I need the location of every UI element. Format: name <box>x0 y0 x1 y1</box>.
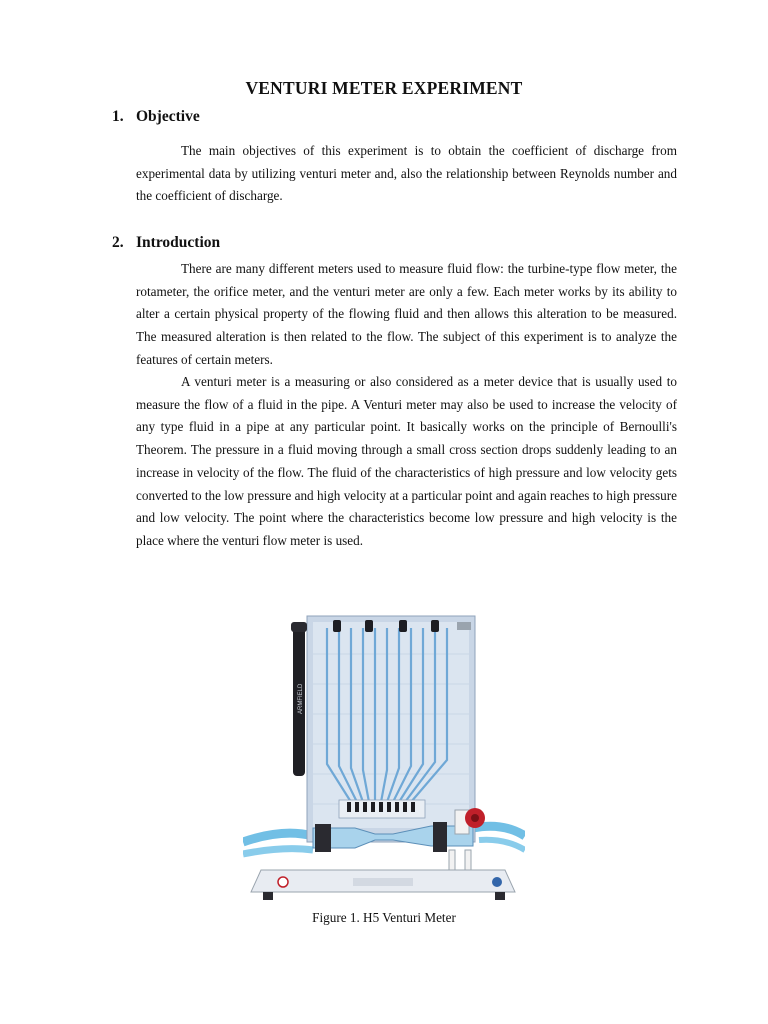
introduction-paragraph-2: A venturi meter is a measuring or also considered as a meter device that is usually used to measure the flow of a fluid in the pipe. A Venturi meter may also be used to increase the velocity of any type fluid in a pipe at any particular point. It basically works on the principle of Bernoulli's Theorem. The pressure in a fluid moving through a small cross section drops suddenly leading to an increase in velocity of the flow. The fluid of the characteristics of high pressure and low velocity gets converted to the low pressure and high velocity at a particular point and again reaches to high pressure and low velocity. The point where the characteristics become low pressure and high velocity is the place where the venturi flow meter is used. <box>136 374 677 548</box>
section-heading-introduction <box>112 234 220 252</box>
venturi-meter-illustration <box>243 614 525 904</box>
section-title: Objective <box>136 108 200 125</box>
section-number: 1. <box>112 108 124 125</box>
section-heading-objective <box>112 108 200 126</box>
objective-paragraph: The main objectives of this experiment is to obtain the coefficient of discharge from experimental data by utilizing venturi meter and, also the relationship between Reynolds number and the coefficient of discharge. <box>136 143 677 204</box>
section-number: 2. <box>112 234 124 251</box>
figure-caption: Figure 1. H5 Venturi Meter <box>312 910 456 925</box>
pump-logo: ARMFIELD <box>298 683 304 714</box>
venturi-meter-photo <box>243 614 525 904</box>
introduction-paragraph-1: There are many different meters used to measure fluid flow: the turbine-type flow meter, the rotameter, the orifice meter, and the venturi meter are only a few. Each meter works by its ability to alter a certain physical property of the flowing fluid and then allows this alteration to be measured. The measured alteration is then related to the flow. The subject of this experiment is to analyze the features of certain meters. <box>136 261 677 367</box>
section-title: Introduction <box>136 234 221 251</box>
page-title: VENTURI METER EXPERIMENT <box>245 78 523 98</box>
